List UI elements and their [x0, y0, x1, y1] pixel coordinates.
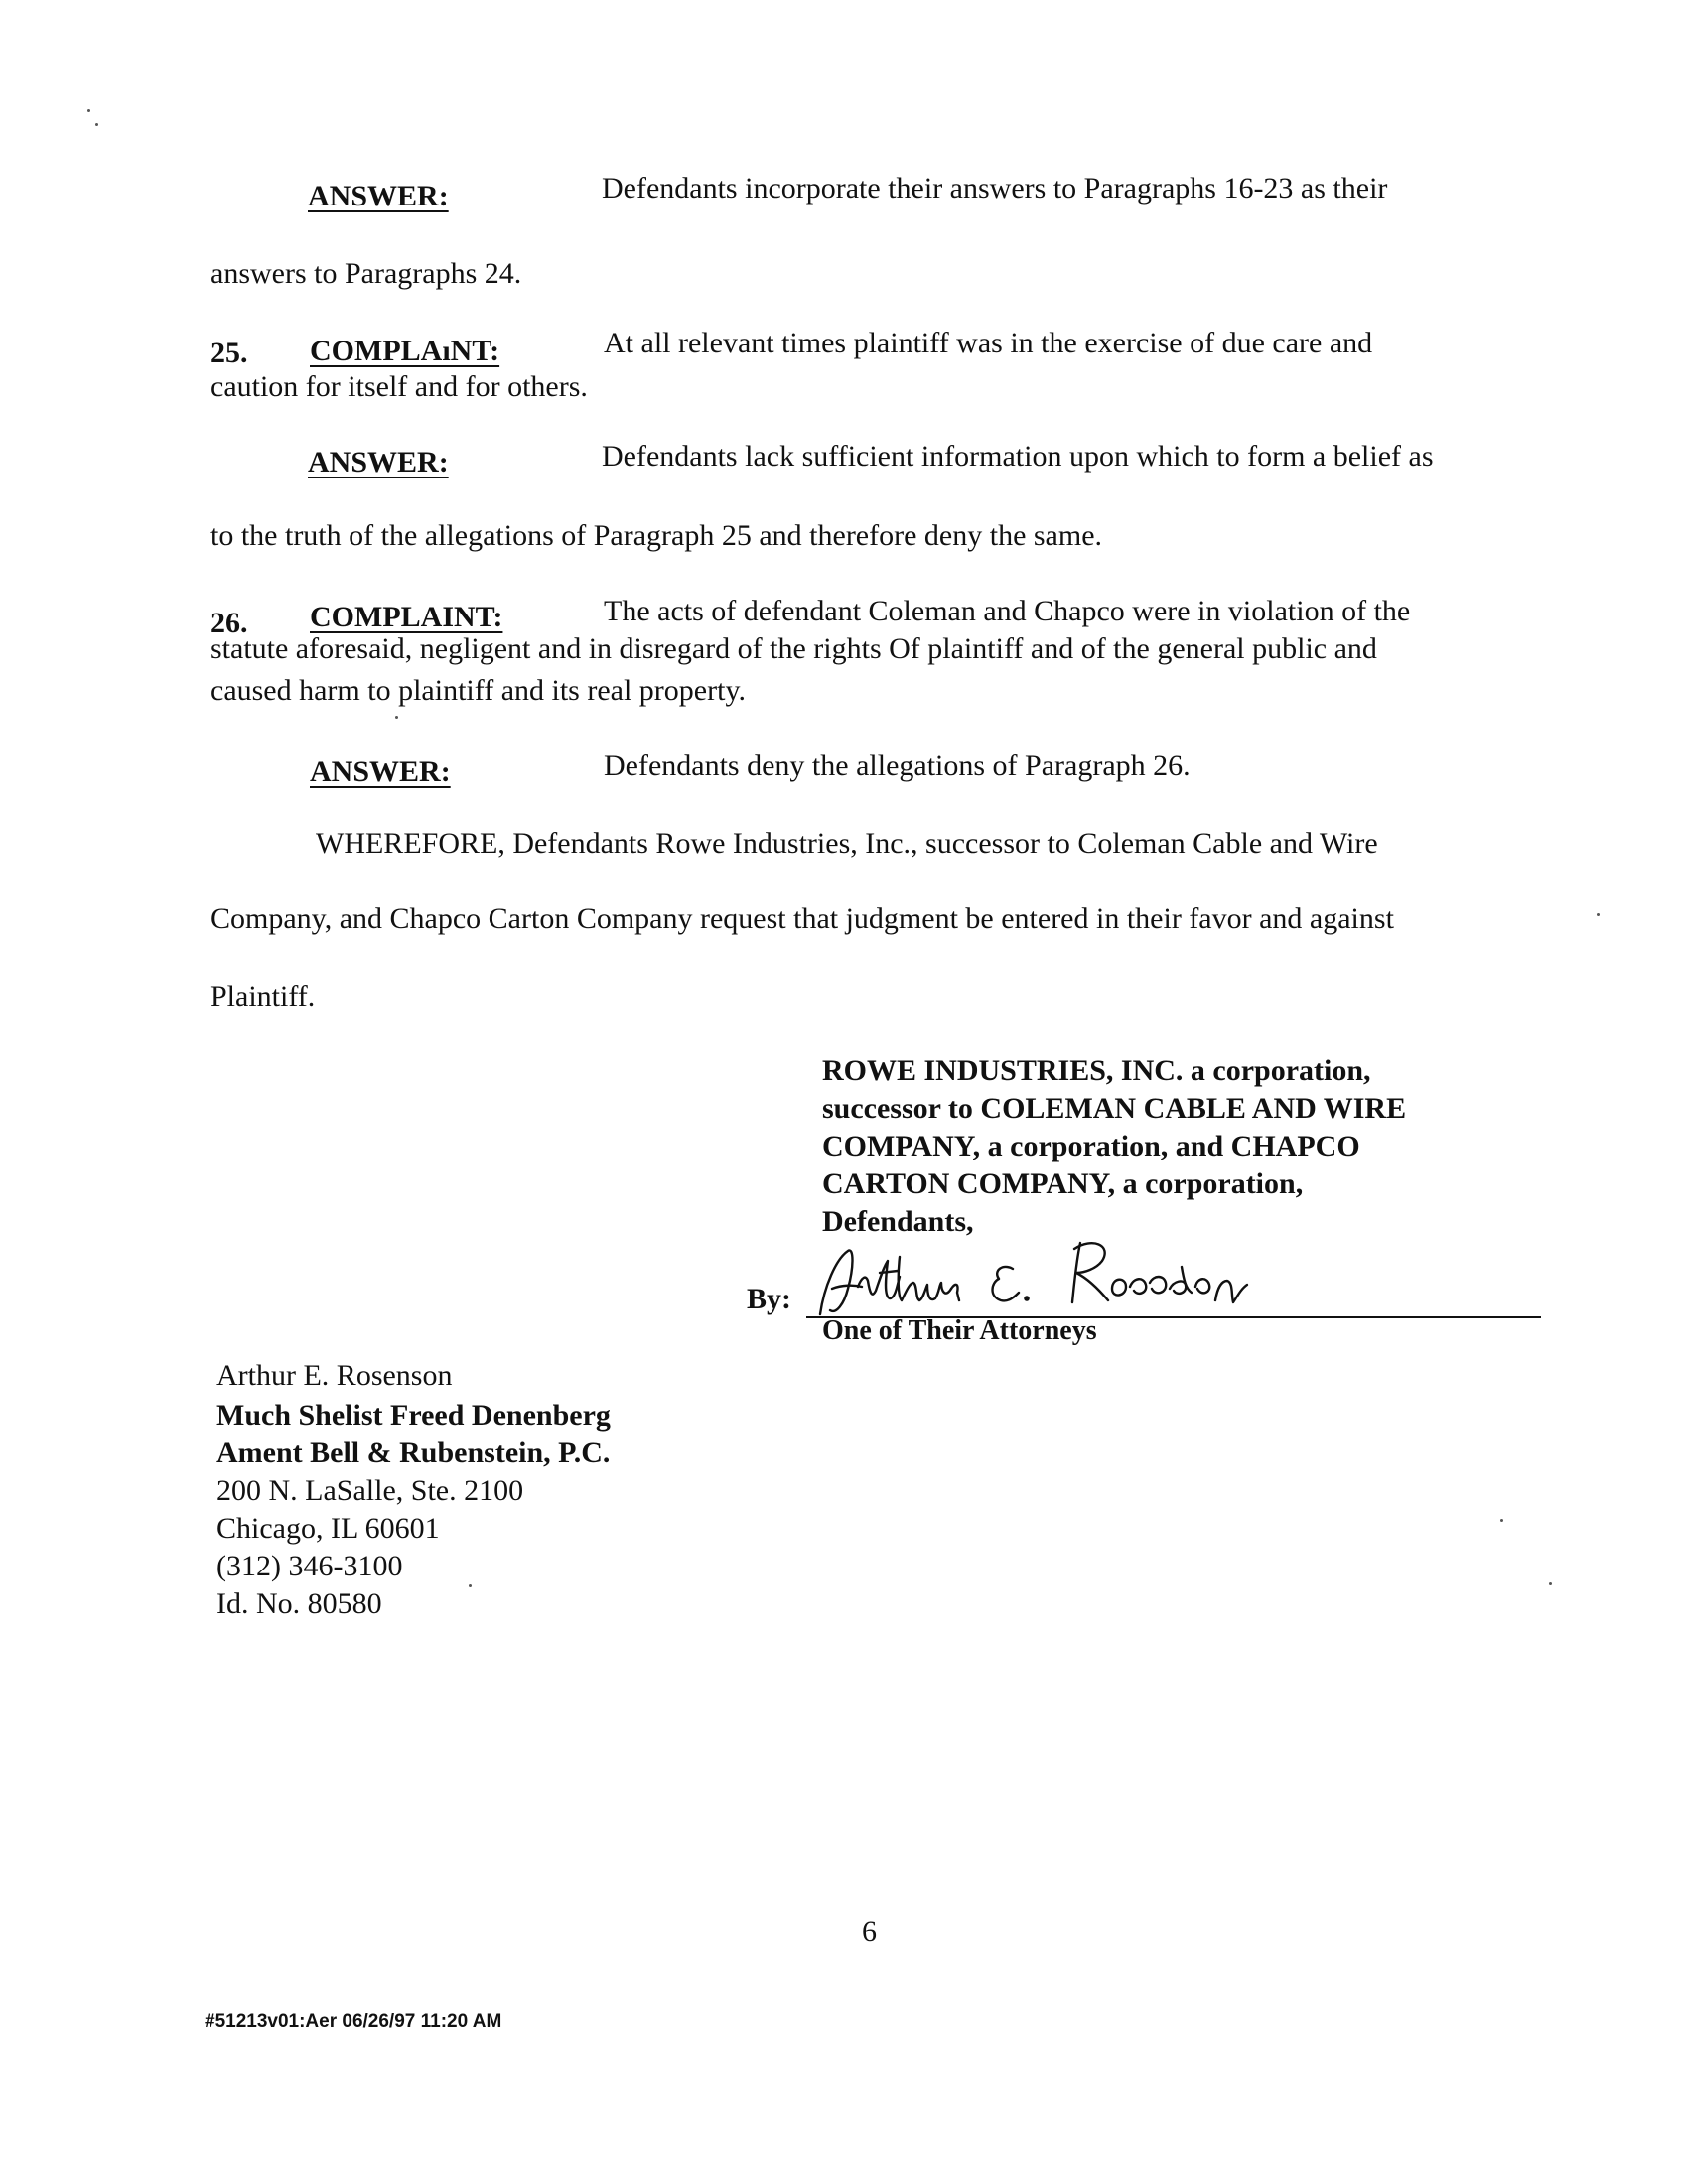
firm-name: Ament Bell & Rubenstein, P.C. [216, 1436, 611, 1469]
signature-block-line: ROWE INDUSTRIES, INC. a corporation, [822, 1054, 1371, 1087]
scan-speck [95, 123, 98, 126]
answer-label: ANSWER: [308, 446, 449, 478]
wherefore-line: Plaintiff. [210, 980, 316, 1013]
scan-speck [1549, 1582, 1552, 1585]
wherefore-line: Company, and Chapco Carton Company request that judgment be entered in their favor and against [210, 902, 1394, 935]
answer-label: ANSWER: [308, 180, 449, 212]
answer-label: ANSWER: [310, 755, 451, 788]
signature-caption: One of Their Attorneys [822, 1315, 1097, 1346]
answer-text: Defendants lack sufficient information upon which to form a belief as [602, 440, 1434, 473]
paragraph-number: 25. [210, 337, 248, 369]
signature-block-line: successor to COLEMAN CABLE AND WIRE [822, 1092, 1407, 1125]
firm-address: 200 N. LaSalle, Ste. 2100 [216, 1474, 524, 1507]
complaint-continuation: caution for itself and for others. [210, 370, 588, 403]
document-footer-id: #51213v01:Aer 06/26/97 11:20 AM [205, 2011, 502, 2032]
wherefore-line: WHEREFORE, Defendants Rowe Industries, Inc., successor to Coleman Cable and Wire [316, 827, 1378, 860]
page-number: 6 [862, 1915, 877, 1948]
scan-speck [1500, 1519, 1503, 1522]
signature-block-line: CARTON COMPANY, a corporation, [822, 1167, 1304, 1200]
signature-block-line: Defendants, [822, 1205, 974, 1238]
firm-phone: (312) 346-3100 [216, 1550, 403, 1582]
firm-name: Much Shelist Freed Denenberg [216, 1399, 611, 1432]
scan-speck [87, 109, 90, 112]
paragraph-number: 26. [210, 607, 248, 639]
handwritten-signature [814, 1227, 1291, 1322]
by-label: By: [747, 1283, 791, 1315]
complaint-label: COMPLAıNT: [310, 335, 500, 367]
complaint-continuation: statute aforesaid, negligent and in disregard of the rights Of plaintiff and of the general public and [210, 632, 1377, 665]
complaint-continuation: caused harm to plaintiff and its real property. [210, 674, 746, 707]
scan-speck [395, 716, 398, 719]
answer-continuation: to the truth of the allegations of Paragraph 25 and therefore deny the same. [210, 519, 1103, 552]
scan-speck [1597, 913, 1600, 916]
complaint-text: The acts of defendant Coleman and Chapco were in violation of the [604, 595, 1411, 627]
attorney-id: Id. No. 80580 [216, 1587, 382, 1620]
complaint-label: COMPLAINT: [310, 601, 503, 633]
answer-text: Defendants deny the allegations of Paragraph 26. [604, 750, 1191, 782]
attorney-name: Arthur E. Rosenson [216, 1359, 453, 1392]
scan-speck [469, 1584, 472, 1587]
firm-city: Chicago, IL 60601 [216, 1512, 440, 1545]
complaint-text: At all relevant times plaintiff was in the exercise of due care and [604, 327, 1373, 359]
signature-block-line: COMPANY, a corporation, and CHAPCO [822, 1130, 1360, 1162]
answer-continuation: answers to Paragraphs 24. [210, 257, 522, 290]
answer-text: Defendants incorporate their answers to Paragraphs 16-23 as their [602, 172, 1388, 205]
